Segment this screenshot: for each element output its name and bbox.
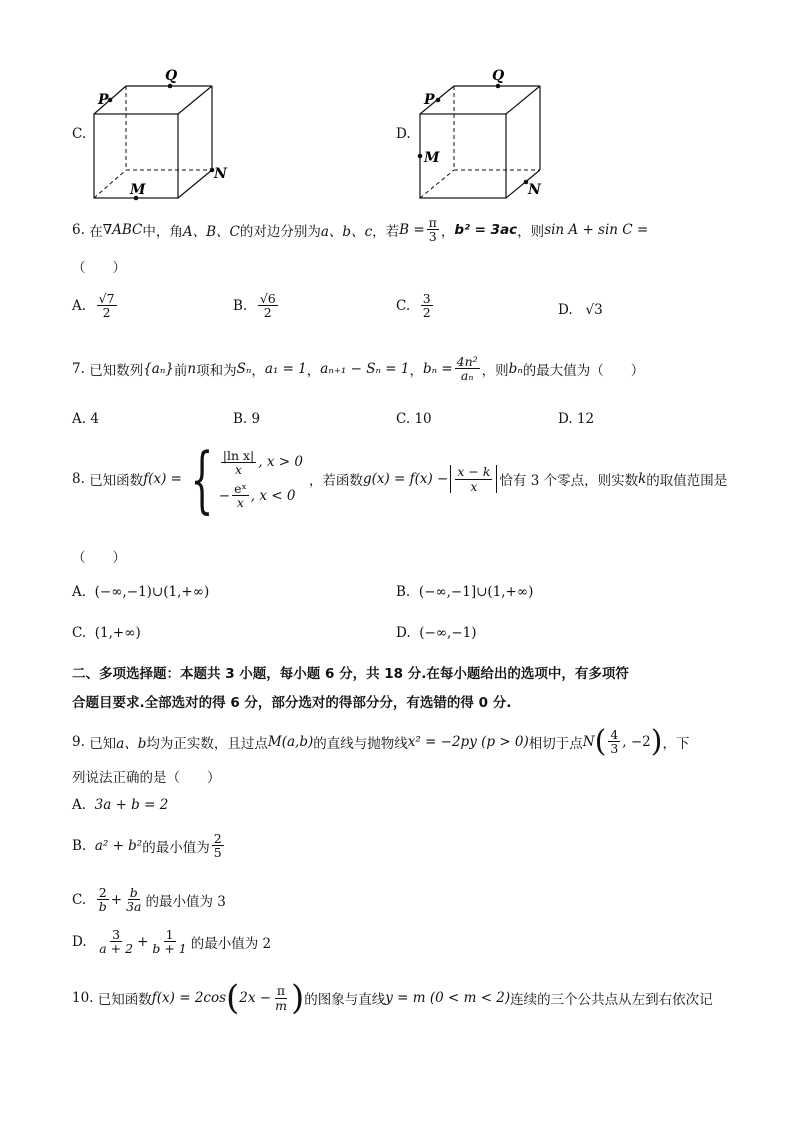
recurrence: aₙ₊₁ − Sₙ = 1 (320, 360, 410, 377)
function-g: g(x) = f(x) − (362, 471, 449, 487)
text: 在 (89, 223, 103, 240)
option-label: A. (72, 584, 87, 600)
option-label: D. (558, 302, 573, 318)
text: 项和为 (196, 362, 237, 379)
triangle-symbol: ∇ (102, 221, 113, 238)
text: 连续的三个公共点从左到右依次记 (510, 992, 713, 1008)
option-frac (212, 832, 224, 859)
question-8-stem (72, 437, 728, 521)
option-expr: a² + b² (94, 837, 143, 854)
denominator: aₙ (460, 368, 474, 384)
point-p (436, 98, 441, 103)
numerator: √6 (259, 291, 276, 306)
text: ， (251, 362, 265, 379)
function-f: f(x) = 2cos (151, 990, 227, 1006)
denominator: 3 (610, 741, 619, 756)
numerator: 2 (98, 885, 107, 900)
text: ， (306, 362, 321, 379)
option-value: (−∞,−1) (419, 625, 477, 641)
label-q: Q (492, 68, 505, 84)
q9-option-d[interactable] (72, 928, 271, 955)
label-n: N (214, 166, 227, 182)
numerator: 2 (213, 831, 222, 846)
option-value: 3a + b = 2 (94, 797, 169, 813)
q7-option-a[interactable] (72, 411, 99, 427)
plus: + (137, 933, 149, 950)
numerator: π (276, 983, 286, 999)
label-n: N (528, 182, 541, 198)
initial-term: a₁ = 1 (264, 360, 307, 377)
condition: , x > 0 (258, 454, 303, 471)
option-label: A. (72, 297, 87, 314)
text: 已知函数 (97, 992, 152, 1008)
question-10-stem: 10. 已知函数 f(x) = 2cos ( 2x − $\frac{\pi}{m}$ ) 的图象与直线 y = m (0 < m < 2) 连续的三个公共点从左到右依次记 (72, 978, 713, 1018)
question-number: 8. (72, 471, 85, 487)
point-n: N (582, 733, 595, 750)
b-fraction (455, 355, 480, 382)
q6-option-d[interactable] (558, 302, 603, 318)
var-n: n (187, 360, 197, 377)
denominator: b (98, 899, 107, 915)
text: 的图象与直线 (304, 992, 386, 1008)
option-label: D. (396, 625, 411, 641)
text: 已知 (89, 735, 117, 752)
text: 中，角 (142, 223, 183, 240)
label-m: M (424, 150, 440, 166)
option-label: D. (558, 411, 573, 427)
q7-option-b[interactable] (233, 411, 260, 427)
option-value (421, 292, 433, 319)
denominator: 2 (263, 305, 272, 321)
numerator: 4 (610, 726, 619, 742)
option-label: C. (396, 297, 411, 314)
q7-option-d[interactable] (558, 411, 594, 427)
point-m: M(a,b) (267, 733, 314, 750)
numerator: b (129, 885, 138, 900)
option-label: C. (72, 625, 87, 641)
denominator: 3a (126, 899, 142, 915)
function-f: f(x) = (143, 471, 182, 487)
text: ， (409, 362, 423, 379)
piecewise-cases (219, 449, 303, 510)
b-def: bₙ = (422, 360, 453, 377)
question-6-stem: 6. 在 ∇ ABC 中，角 A、B、C 的对边分别为 a、b、c ，若 B = $\frac{\pi}{3}$ ， b² = 3ac ，则 sin A + sin C = (72, 215, 649, 245)
parabola: x² = −2py (p > 0) (407, 733, 529, 750)
denominator: x (470, 478, 478, 494)
text: 的最大值为（ ） (522, 362, 645, 379)
option-value: 9 (251, 411, 261, 427)
option-text: 的最小值为 2 (190, 935, 272, 952)
triangle-name: ABC (112, 221, 143, 238)
question-6-paren: （ ） (72, 260, 126, 276)
q8-option-b[interactable] (396, 584, 533, 600)
n-x-frac (608, 728, 620, 755)
arg: 2x − (239, 990, 272, 1006)
label-p: P (424, 92, 435, 108)
pi-over-m (273, 984, 289, 1011)
numerator: eˣ (234, 481, 247, 496)
text: 的取值范围是 (646, 473, 728, 489)
denominator: 2 (102, 305, 111, 321)
frac-2 (124, 886, 143, 913)
angle-b-eq: B = (399, 221, 425, 238)
denominator: 3 (428, 229, 437, 245)
text: 均为正实数，且过点 (146, 735, 268, 752)
text: ，则 (517, 223, 545, 240)
text: ，若函数 (308, 473, 363, 489)
text: 已知函数 (89, 473, 144, 489)
text: 相切于点 (528, 735, 583, 752)
option-label: B. (396, 584, 411, 600)
text: ，则 (481, 362, 509, 379)
q9-option-b[interactable] (72, 832, 226, 859)
question-9-line2: 列说法正确的是（ ） (72, 770, 221, 786)
option-value (97, 292, 117, 319)
text: 前 (173, 362, 188, 379)
condition-b-squared: b² = 3ac (454, 221, 518, 238)
denominator: a + 2 (99, 941, 134, 957)
numerator: x − k (457, 464, 491, 480)
option-value (258, 292, 278, 319)
section-heading-line1: 二、多项选择题：本题共 3 小题，每小题 6 分，共 18 分.在每小题给出的选项中，有多项符 (72, 666, 629, 682)
frac-1 (97, 928, 135, 955)
question-number: 7. (72, 360, 85, 377)
case2-frac (232, 482, 249, 509)
option-label: C. (72, 891, 87, 908)
option-d-label: D. (396, 126, 411, 142)
option-value: (−∞,−1)∪(1,+∞) (94, 584, 210, 600)
var-k: k (638, 471, 647, 487)
option-value: (1,+∞) (94, 625, 141, 641)
plus: + (110, 891, 123, 908)
q9-option-a[interactable] (72, 797, 168, 813)
text: 的对边分别为 (239, 223, 321, 240)
q6-option-a[interactable] (72, 292, 119, 319)
denominator: 2 (422, 305, 431, 321)
question-7-stem (72, 355, 644, 382)
option-label: B. (72, 837, 87, 854)
case-positive (219, 449, 303, 476)
option-label: A. (72, 797, 87, 813)
abs-value (450, 465, 497, 492)
q9-option-c[interactable] (72, 886, 226, 913)
question-9-stem: 9. 已知 a、b 均为正实数，且过点 M(a,b) 的直线与抛物线 x² = −2py (p > 0) 相切于点 N ( $\frac{4}{3}$ , −2 ) ，下 (72, 724, 690, 759)
q6-option-b[interactable] (233, 292, 280, 319)
option-c-label: C. (72, 126, 87, 142)
numerator: π (428, 215, 437, 230)
question-number: 6. (72, 221, 85, 238)
q8-option-d[interactable] (396, 625, 477, 641)
label-q: Q (165, 68, 178, 84)
denominator: b + 1 (152, 941, 187, 957)
option-value: 12 (576, 411, 595, 427)
sum-s: Sₙ (236, 360, 252, 377)
option-value: 10 (414, 411, 432, 427)
minus-sign: − (218, 487, 231, 504)
target-expr: sin A + sin C = (544, 221, 649, 238)
option-label: B. (233, 411, 248, 427)
vars-ab: a、b (116, 735, 147, 752)
text: ，若 (372, 223, 400, 240)
numerator: |ln x| (222, 447, 255, 463)
cube-figure-d (412, 60, 562, 210)
point-m (418, 154, 423, 159)
question-number: 9. (72, 733, 85, 750)
question-8-paren: （ ） (72, 550, 126, 566)
n-y: , −2 (622, 733, 651, 750)
section-heading-line2: 合题目要求.全部选对的得 6 分，部分选对的得部分分，有选错的得 0 分. (72, 695, 512, 711)
condition: , x < 0 (250, 487, 296, 504)
option-value: √3 (585, 302, 603, 318)
label-m: M (130, 182, 146, 198)
abs-frac (455, 465, 492, 492)
denominator: m (275, 997, 287, 1013)
text: 的直线与抛物线 (313, 735, 408, 752)
numerator: 1 (165, 927, 174, 942)
sides: a、b、c (320, 223, 373, 240)
text: 恰有 3 个零点，则实数 (499, 473, 639, 489)
case1-frac (221, 449, 257, 476)
q6-option-c[interactable] (396, 292, 435, 319)
option-text: 的最小值为 (142, 839, 210, 856)
option-label: C. (396, 411, 411, 427)
piecewise-brace: { (190, 437, 214, 521)
pi-over-3 (427, 216, 439, 243)
numerator: 3 (112, 927, 121, 942)
point-q (168, 84, 173, 89)
option-label: B. (233, 297, 248, 314)
option-label: D. (72, 933, 87, 950)
option-label: A. (72, 411, 87, 427)
option-value: 4 (90, 411, 99, 427)
angles: A、B、C (182, 223, 240, 240)
text: 已知数列 (89, 362, 144, 379)
line-y: y = m (0 < m < 2) (385, 990, 511, 1006)
q7-option-c[interactable] (396, 411, 432, 427)
denominator: 5 (213, 845, 222, 861)
question-number: 10. (72, 990, 94, 1006)
b-term: bₙ (508, 360, 523, 377)
numerator: 3 (422, 291, 431, 306)
frac-1 (97, 886, 109, 913)
q8-option-c[interactable] (72, 625, 141, 641)
q8-option-a[interactable] (72, 584, 209, 600)
denominator: x (234, 461, 243, 477)
option-text: 的最小值为 3 (145, 893, 226, 910)
option-value: (−∞,−1]∪(1,+∞) (418, 584, 534, 600)
sequence-a: {aₙ} (143, 360, 174, 377)
label-p: P (98, 92, 109, 108)
text: ，下 (662, 735, 690, 752)
denominator: x (236, 495, 244, 511)
point-q (496, 84, 501, 89)
numerator: 4n² (456, 354, 478, 369)
case-negative (219, 482, 303, 509)
numerator: √7 (98, 291, 115, 306)
frac-2 (150, 928, 188, 955)
cube-figure-c (86, 60, 236, 210)
